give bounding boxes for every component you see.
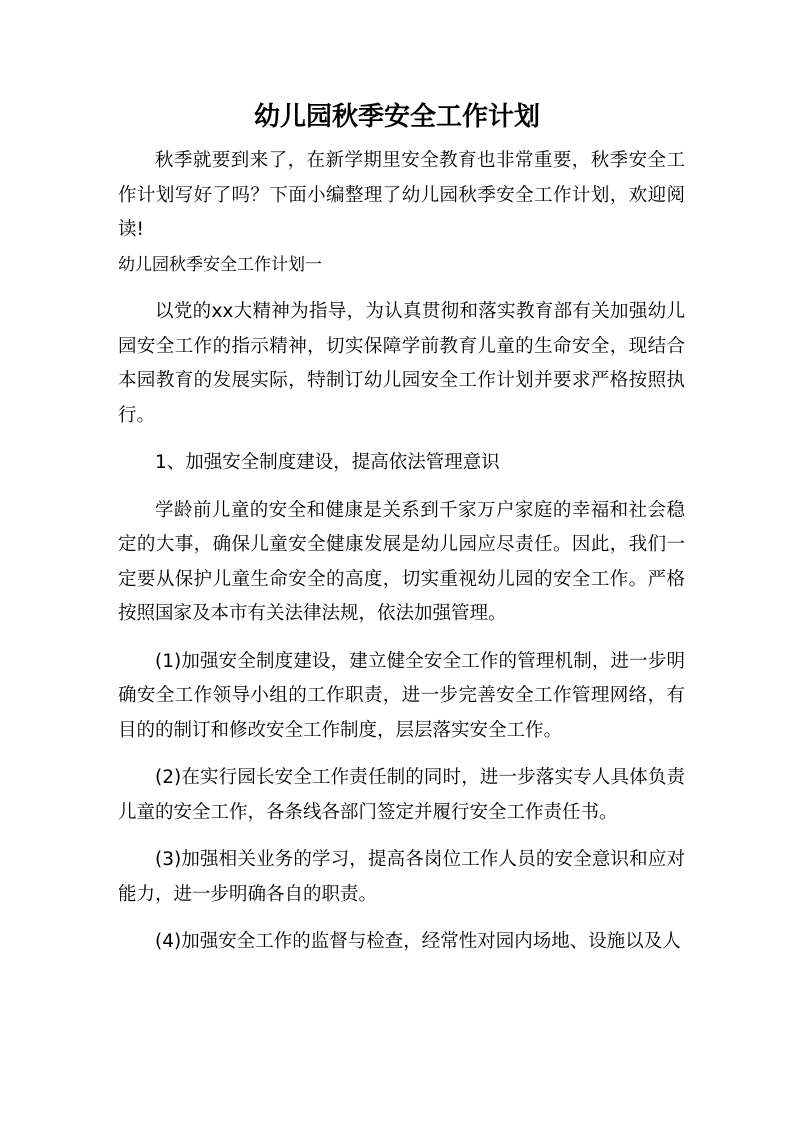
sub-item-1: (1)加强安全制度建设，建立健全安全工作的管理机制，进一步明确安全工作领导小组的工作职责，进一步完善安全工作管理网络，有目的的制订和修改安全工作制度，层层落实安全工作。: [118, 650, 685, 741]
intro-paragraph: 秋季就要到来了，在新学期里安全教育也非常重要，秋季安全工作计划写好了吗？下面小编整理了幼儿园秋季安全工作计划，欢迎阅读!: [118, 150, 685, 240]
sub-item-2: (2)在实行园长安全工作责任制的同时，进一步落实专人具体负责儿童的安全工作，各条线各部门签定并履行安全工作责任书。: [118, 767, 685, 823]
section-heading: 幼儿园秋季安全工作计划一: [118, 254, 322, 275]
paragraph-guideline: 以党的xx大精神为指导，为认真贯彻和落实教育部有关加强幼儿园安全工作的指示精神，切实保障学前教育儿童的生命安全，现结合本园教育的发展实际，特制订幼儿园安全工作计划并要求严格按照执行。: [118, 301, 685, 426]
sub-item-4: (4)加强安全工作的监督与检查，经常性对园内场地、设施以及人: [155, 931, 681, 952]
sub-item-3: (3)加强相关业务的学习，提高各岗位工作人员的安全意识和应对能力，进一步明确各自的职责。: [118, 849, 685, 905]
paragraph-safety-importance: 学龄前儿童的安全和健康是关系到千家万户家庭的幸福和社会稳定的大事，确保儿童安全健康发展是幼儿园应尽责任。因此，我们一定要从保护儿童生命安全的高度，切实重视幼儿园的安全工作。严格按照国家及本市有关法律法规，依法加强管理。: [118, 499, 685, 624]
item-heading-1: 1、加强安全制度建设，提高依法管理意识: [155, 452, 500, 473]
document-title: 幼儿园秋季安全工作计划: [253, 102, 540, 132]
document-body: [118, 144, 685, 960]
